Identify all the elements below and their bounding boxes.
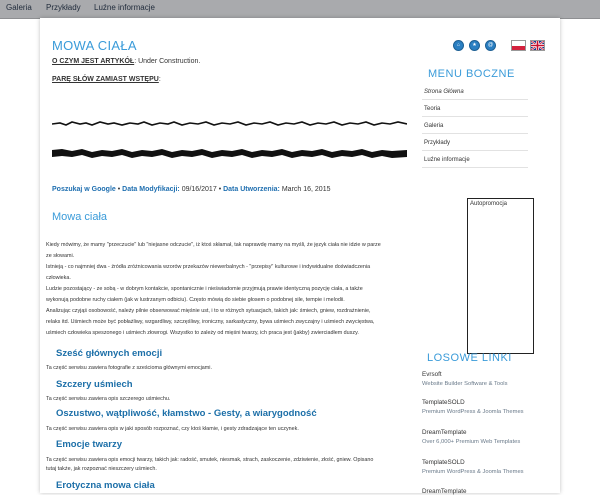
decorative-divider-top xyxy=(52,118,407,130)
intro-line: ze słowami. xyxy=(46,253,75,259)
subsection-heading[interactable]: Szczery uśmiech xyxy=(56,379,133,390)
subsection-heading[interactable]: Oszustwo, wątpliwość, kłamstwo - Gesty, a wiarygodność xyxy=(56,408,317,419)
sidebar-item-galeria[interactable]: Galeria xyxy=(422,119,528,134)
intro-line: Istnieją - co najmniej dwa - źródła zróżnicowania wzorów przekazów niewerbalnych - "przepisy" kulturowe i indywidualne doświadczenia xyxy=(46,264,371,270)
intro-line: wykonują podobne ruchy ciałem (jak w lustrzanym odbiciu). Często mówią do siebie głosem o podobnej sile, tempie i melodii. xyxy=(46,297,345,303)
random-links-title: LOSOWE LINKI xyxy=(427,352,512,364)
flag-pl-icon[interactable] xyxy=(511,40,526,51)
topnav-luzne-informacje[interactable]: Luźne informacje xyxy=(94,3,155,12)
meta-separator: • xyxy=(218,186,224,193)
random-link-title[interactable]: TemplateSOLD xyxy=(422,459,465,466)
intro-line: uśmiech człowieka speszonego i uśmiech złowrogi. Wszystko to zależy od mięśni twarzy, ich praca jest (jakby) zwierciadłem duszy. xyxy=(46,330,359,336)
random-link-subtitle: Over 6,000+ Premium Web Templates xyxy=(422,439,521,445)
random-link-title[interactable]: DreamTemplate xyxy=(422,488,467,495)
topnav-galeria[interactable]: Galeria xyxy=(6,3,32,12)
topnav-przyklady[interactable]: Przykłady xyxy=(46,3,81,12)
subsection-text: Ta część serwisu zawiera opis emocji twarzy, takich jak: radość, smutek, niesmak, strach, zaskoczenie, zdziwienie, złość, gniew. Opisano xyxy=(46,457,374,463)
intro-label-line xyxy=(52,76,161,83)
google-search-link[interactable]: Poszukaj w Google xyxy=(52,186,116,193)
home-icon[interactable]: ⌂ xyxy=(453,40,464,51)
about-line xyxy=(52,58,200,65)
modified-label: Data Modyfikacji: xyxy=(122,186,180,193)
random-link-subtitle: Premium WordPress & Joomla Themes xyxy=(422,469,524,475)
random-link-subtitle: Website Builder Software & Tools xyxy=(422,381,508,387)
section-heading: Mowa ciała xyxy=(52,211,108,223)
about-value: : Under Construction. xyxy=(134,58,201,65)
promo-box[interactable] xyxy=(467,198,534,354)
top-navigation-bar xyxy=(0,0,600,19)
subsection-text: Ta część serwisu zawiera opis szczerego uśmiechu. xyxy=(46,396,171,402)
meta-separator: • xyxy=(117,186,123,193)
about-label: O CZYM JEST ARTYKÓŁ xyxy=(52,58,135,65)
article-meta xyxy=(52,186,331,193)
sidebar-item-przyklady[interactable]: Przykłady xyxy=(422,136,528,151)
flag-uk-icon[interactable] xyxy=(530,40,545,51)
random-link-subtitle: Premium WordPress & Joomla Themes xyxy=(422,409,524,415)
intro-line: Analizując czyjąś osobowość, należy pilnie obserwować mięśnie ust, i to w różnych sytuacjach, takich jak: śmiech, gniew, rozdrażnienie, xyxy=(46,308,371,314)
intro-paragraph xyxy=(46,240,416,339)
subsection-text: tutaj także, jak rozpoznać nieszczery uśmiech. xyxy=(46,466,157,472)
intro-line: relaks itd. Uśmiech może być pobłażliwy, wzgardliwy, szczęśliwy, ironiczny, sarkastyczny, bywa uśmiech zwyczajny i uśmiech zwycięstwa, xyxy=(46,319,375,325)
sidebar-item-teoria[interactable]: Teoria xyxy=(422,102,528,117)
intro-label: PARĘ SŁÓW ZAMIAST WSTĘPU xyxy=(52,76,159,83)
random-link-title[interactable]: DreamTemplate xyxy=(422,429,467,436)
bookmark-icon[interactable]: ★ xyxy=(469,40,480,51)
modified-value: 09/16/2017 xyxy=(181,186,217,193)
intro-line: Ludzie pozostający - ze sobą - w dobrym kontakcie, spontanicznie i nieświadomie przyjmują prawie identyczną pozycję ciała, a także xyxy=(46,286,363,292)
page-container xyxy=(40,18,560,493)
created-label: Data Utworzenia: xyxy=(223,186,280,193)
subsection-text: Ta część serwisu zawiera fotografie z sześcioma głównymi emocjami. xyxy=(46,365,212,371)
random-link-title[interactable]: Evrsoft xyxy=(422,371,442,378)
subsection-text: Ta część serwisu zawiera opis w jaki sposób rozpoznać, czy ktoś kłamie, i gesty zdradzające ten uczynek. xyxy=(46,426,299,432)
sidebar-item-luzne-informacje[interactable]: Luźne informacje xyxy=(422,153,528,168)
sidebar-item-strona-glowna[interactable]: Strona Główna xyxy=(422,85,528,100)
promo-label: Autopromocja xyxy=(470,201,508,207)
random-link-title[interactable]: TemplateSOLD xyxy=(422,399,465,406)
intro-label-suffix: : xyxy=(158,76,161,83)
intro-line: człowieka. xyxy=(46,275,71,281)
subsection-heading[interactable]: Emocje twarzy xyxy=(56,439,122,450)
contact-icon[interactable]: @ xyxy=(485,40,496,51)
subsection-heading[interactable]: Erotyczna mowa ciała xyxy=(56,480,155,491)
page-title: MOWA CIAŁA xyxy=(52,38,137,53)
intro-line: Kiedy mówimy, że mamy "przeczucie" lub "niejasne odczucie", iż ktoś skłamał, tak naprawdę mamy na myśli, że język ciała nie idzie w parze xyxy=(46,242,381,248)
subsection-heading[interactable]: Sześć głównych emocji xyxy=(56,348,163,359)
decorative-divider-bottom xyxy=(52,146,407,160)
sidebar-title: MENU BOCZNE xyxy=(428,68,515,80)
created-value: March 16, 2015 xyxy=(281,186,331,193)
